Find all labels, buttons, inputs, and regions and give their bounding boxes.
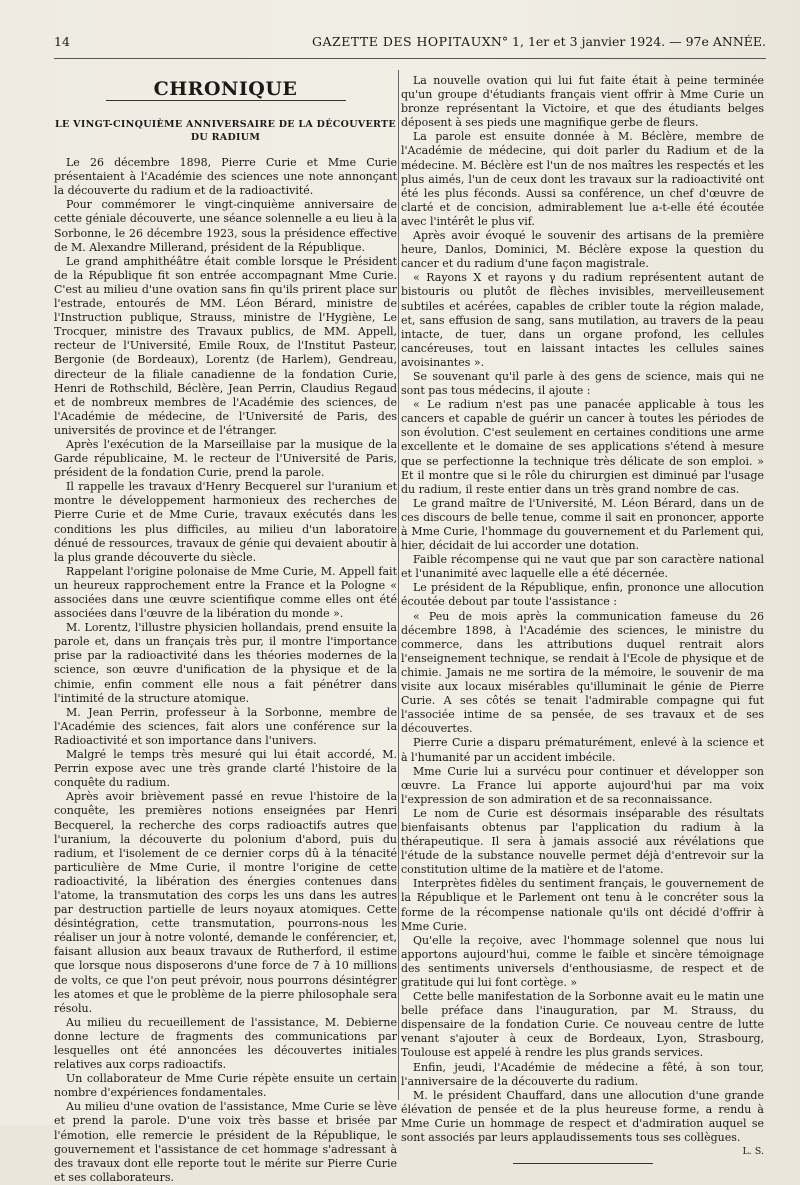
paragraph: La nouvelle ovation qui lui fut faite était à peine terminée qu'un groupe d'étudiants français vient offrir à Mme Curie un bronze représentant la Victoire, et que des étudiants belges déposent à ses pieds une magnifique gerbe de fleurs. [401, 74, 764, 130]
paragraph: Enfin, jeudi, l'Académie de médecine a fêté, à son tour, l'anniversaire de la découverte du radium. [401, 1060, 764, 1088]
paragraph: « Le radium n'est pas une panacée applicable à tous les cancers et capable de guérir un cancer à toutes les périodes de son évolution. C'est seulement en certaines conditions une arme excellente et le domaine de ses applications s'étend à mesure que se perfectionne la technique très délicate de son emploi. » Et il montre que si le rôle du chirurgien est diminué par l'usage du radium, il reste entier dans un très grand nombre de cas. [401, 398, 764, 496]
column-divider [398, 70, 399, 1100]
paragraph: « Peu de mois après la communication fameuse du 26 décembre 1898, à l'Académie des sciences, le ministre du commerce, dans les attributions duquel rentrait alors l'enseignement technique, se rendait à l'Ecole de physique et de chimie. Jamais ne me sortira de la mémoire, le souvenir de ma visite aux locaux misérables qu'illuminait le génie de Pierre Curie. A ses côtés se tenait l'admirable compagne qui fut l'associée intime de sa pensée, de ses travaux et de ses découvertes. [401, 609, 764, 736]
issue-date: N° 1, 1er et 3 janvier 1924. — 97e ANNÉE. [490, 34, 766, 49]
paragraph: Le nom de Curie est désormais inséparable des résultats bienfaisants obtenus par l'application du radium à la thérapeutique. Il sera à jamais associé aux révélations que l'étude de la substance nouvelle permet déjà d'entrevoir sur la constitution ultime de la matière et de l'atome. [401, 806, 764, 877]
paragraph: Pierre Curie a disparu prématurément, enlevé à la science et à l'humanité par un accident imbécile. [401, 736, 764, 764]
chronicle-title: CHRONIQUE [153, 78, 298, 100]
paragraph: Se souvenant qu'il parle à des gens de science, mais qui ne sont pas tous médecins, il ajoute : [401, 369, 764, 398]
paragraph: Faible récompense qui ne vaut que par son caractère national et l'unanimité avec laquelle elle a été décernée. [401, 553, 764, 581]
paragraph: Malgré le temps très mesuré qui lui était accordé, M. Perrin expose avec une très grande clarté l'histoire de la conquête du radium. [54, 748, 397, 790]
left-column [54, 72, 397, 1185]
paragraph: Après avoir évoqué le souvenir des artisans de la première heure, Danlos, Dominici, M. Béclère expose la question du cancer et du radium d'une façon magistrale. [401, 229, 764, 271]
section-heading: LE VINGT-CINQUIÈME ANNIVERSAIRE DE LA DÉCOUVERTE DU RADIUM [55, 119, 396, 143]
author-signature: L. S. [742, 1146, 764, 1158]
paragraph: M. Jean Perrin, professeur à la Sorbonne, membre de l'Académie des sciences, fait alors une conférence sur la Radioactivité et son importance dans l'univers. [54, 705, 397, 747]
paragraph: Rappelant l'origine polonaise de Mme Curie, M. Appell fait un heureux rapprochement entre la France et la Pologne « associées dans une œuvre scientifique comme elles ont été associées dans l'œuvre de la libération du monde ». [54, 564, 397, 621]
paragraph: Au milieu d'une ovation de l'assistance, Mme Curie se lève et prend la parole. D'une voix très basse et brisée par l'émotion, elle remercie le président de la République, le gouvernement et l'assistance de cet hommage s'adressant à des travaux dont elle reporte tout le mérite sur Pierre Curie et ses collaborateurs. [54, 1100, 397, 1184]
paragraph: Mme Curie lui a survécu pour continuer et développer son œuvre. La France lui apporte aujourd'hui par ma voix l'expression de son admiration et de sa reconnaissance. [401, 764, 764, 806]
paragraph: La parole est ensuite donnée à M. Béclère, membre de l'Académie de médecine, qui doit parler du Radium et de la médecine. M. Béclère est l'un de nos maîtres les respectés et les plus aimés, l'un de ceux dont les travaux sur la radioactivité ont été les plus féconds. Aussi sa conférence, un chef d'œuvre de clarté et de concision, admirablement lue a-t-elle été écoutée avec l'intérêt le plus vif. [401, 130, 764, 228]
paragraph: Un collaborateur de Mme Curie répète ensuite un certain nombre d'expériences fondamentales. [54, 1072, 397, 1100]
header-rule [54, 58, 766, 59]
end-rule [513, 1163, 653, 1164]
paragraph: M. Lorentz, l'illustre physicien hollandais, prend ensuite la parole et, dans un français très pur, il montre l'importance prise par la radioactivité dans les théories modernes de la science, son œuvre d'unification de la physique et de la chimie, enfin comment elle nous a fait pénétrer dans l'intimité de la structure atomique. [54, 621, 397, 705]
paragraph: Pour commémorer le vingt-cinquième anniversaire de cette géniale découverte, une séance solennelle a eu lieu à la Sorbonne, le 26 décembre 1923, sous la présidence effective de M. Alexandre Millerand, président de la République. [54, 198, 397, 254]
paragraph: Le 26 décembre 1898, Pierre Curie et Mme Curie présentaient à l'Académie des sciences une note annonçant la découverte du radium et de la radioactivité. [54, 156, 397, 198]
paragraph: Le président de la République, enfin, prononce une allocution écoutée debout par toute l'assistance : [401, 581, 764, 609]
page-number: 14 [54, 34, 70, 49]
journal-title: GAZETTE DES HOPITAUX [312, 34, 492, 49]
paragraph: Après avoir brièvement passé en revue l'histoire de la conquête, les premières notions enseignées par Henri Becquerel, la recherche des corps radioactifs autres que l'uranium, la découverte du polonium d'abord, puis du radium, et l'isolement de ce dernier corps dû à la ténacité particulière de Mme Curie, il montre l'origine de cette radioactivité, la libération des énergies contenues dans l'atome, la transmutation des corps les uns dans les autres par destruction partielle de leurs noyaux atomiques. Cette désintégration, cette transmutation, pourrons-nous les réaliser un jour à notre volonté, demande le conférencier, et, faisant allusion aux beaux travaux de Rutherford, il estime que lorsque nous disposerons d'une force de 7 à 10 millions de volts, ce que l'on peut prévoir, nous pourrons désintégrer les atomes et que le problème de la pierre philosophale sera résolu. [54, 790, 397, 1015]
paragraph: Cette belle manifestation de la Sorbonne avait eu le matin une belle préface dans l'inauguration, par M. Strauss, du dispensaire de la fondation Curie. Ce nouveau centre de lutte venant s'ajouter à ceux de Bordeaux, Lyon, Strasbourg, Toulouse est appelé à rendre les plus grands services. [401, 990, 764, 1060]
paragraph: « Rayons X et rayons γ du radium représentent autant de bistouris ou plutôt de flèches invisibles, merveilleusement subtiles et acérées, capables de cribler toute la région malade, et, sans effusion de sang, sans mutilation, au travers de la peau intacte, de tuer, dans un organe profond, les cellules cancéreuses, tout en laissant intactes les cellules saines avoisinantes ». [401, 271, 764, 369]
paragraph: Le grand maître de l'Université, M. Léon Bérard, dans un de ces discours de belle tenue, comme il sait en prononcer, apporte à Mme Curie, l'hommage du gouvernement et du Parlement qui, hier, décidait de lui accorder une dotation. [401, 496, 764, 553]
paragraph: Le grand amphithéâtre était comble lorsque le Président de la République fit son entrée accompagnant Mme Curie. C'est au milieu d'une ovation sans fin qu'ils prirent place sur l'estrade, entourés de MM. Léon Bérard, ministre de l'Instruction publique, Strauss, ministre de l'Hygiène, Le Trocquer, ministre des Travaux publics, de MM. Appell, recteur de l'Université, Emile Roux, de l'Institut Pasteur, Bergonie (de Bordeaux), Lorentz (de Harlem), Gendreau, directeur de la filiale canadienne de la fondation Curie, Henri de Rothschild, Béclère, Jean Perrin, Claudius Regaud et de nombreux membres de l'Académie des sciences, de l'Académie de médecine, de l'Université de Paris, des universités de province et de l'étranger. [54, 254, 397, 437]
paragraph: Après l'exécution de la Marseillaise par la musique de la Garde républicaine, M. le recteur de l'Université de Paris, président de la fondation Curie, prend la parole. [54, 437, 397, 480]
title-rule [106, 100, 346, 101]
paragraph: Au milieu du recueillement de l'assistance, M. Debierne donne lecture de fragments des communications par lesquelles ont été annoncées les découvertes initiales relatives aux corps radioactifs. [54, 1015, 397, 1072]
paragraph: M. le président Chauffard, dans une allocution d'une grande élévation de pensée et de la plus heureuse forme, a rendu à Mme Curie un hommage de respect et d'admiration auquel se sont associés par leurs applaudissements tous ses collègues. [401, 1088, 764, 1145]
paragraph: Il rappelle les travaux d'Henry Becquerel sur l'uranium et montre le développement harmonieux des recherches de Pierre Curie et de Mme Curie, travaux exécutés dans les conditions les plus difficiles, au milieu d'un laboratoire dénué de ressources, travaux de génie qui devaient aboutir à la plus grande découverte du siècle. [54, 480, 397, 564]
paragraph: Interprètes fidèles du sentiment français, le gouvernement de la République et le Parlement ont tenu à le concréter sous la forme de la récompense nationale qu'ils ont décidé d'offrir à Mme Curie. [401, 877, 764, 933]
right-column [401, 74, 764, 1164]
paragraph: Qu'elle la reçoive, avec l'hommage solennel que nous lui apportons aujourd'hui, comme le faible et sincère témoignage des sentiments universels d'enthousiasme, de respect et de gratitude qui lui font cortège. » [401, 933, 764, 989]
